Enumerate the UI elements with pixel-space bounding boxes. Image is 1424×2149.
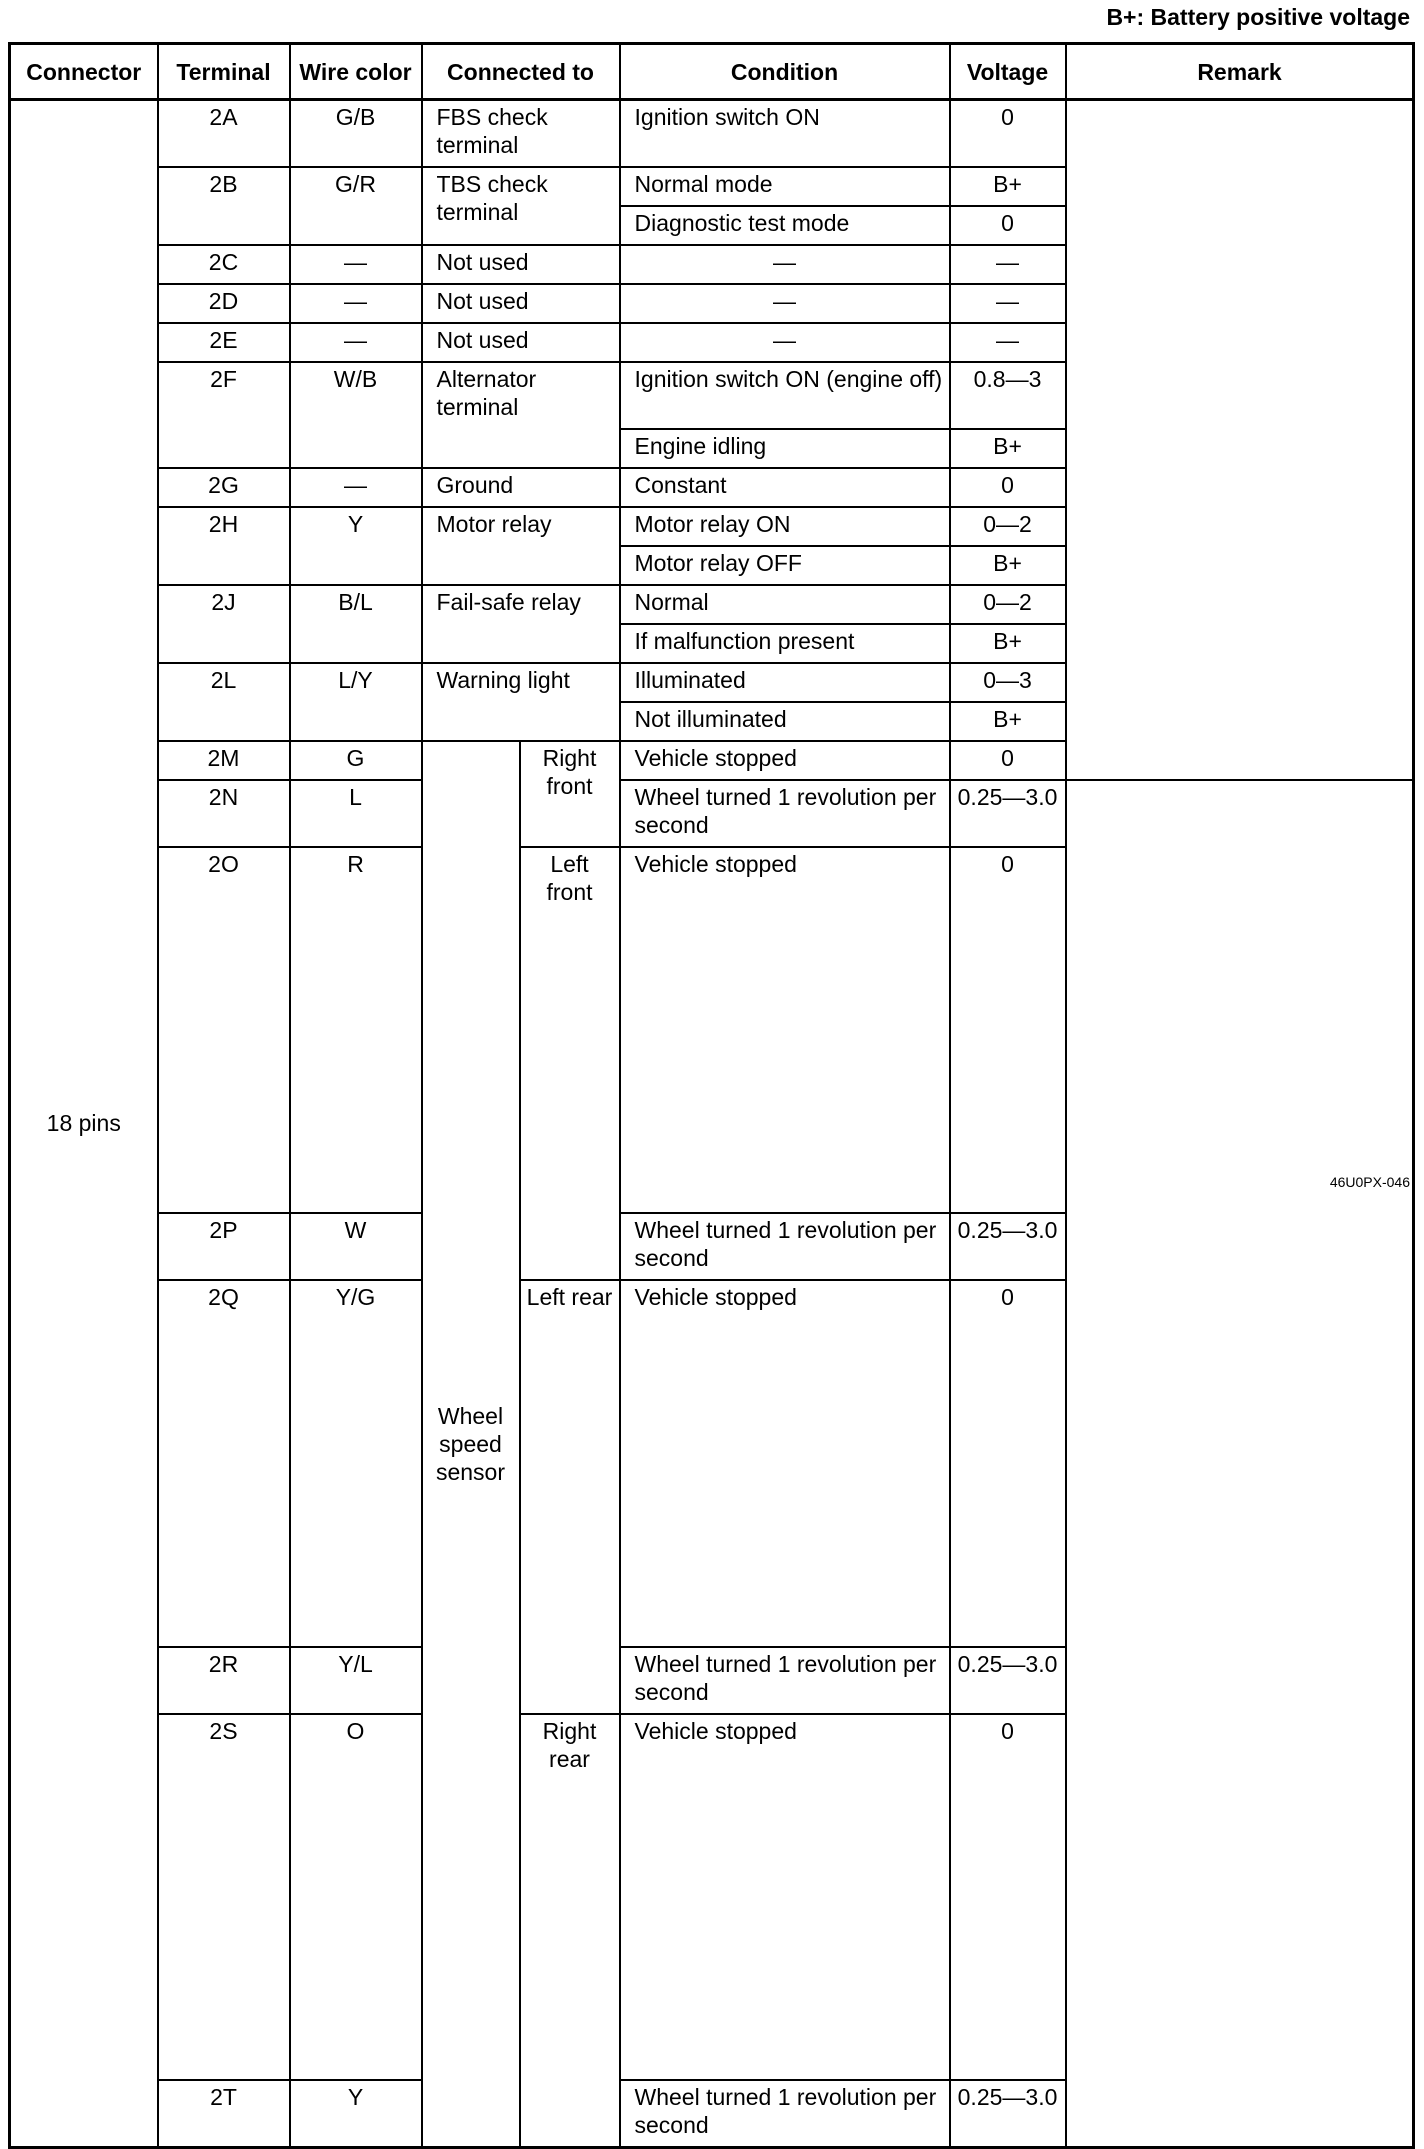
terminal-cell: 2L — [158, 663, 290, 741]
condition-cell: Vehicle stopped — [620, 741, 950, 780]
voltage-cell: 0.8—3 — [950, 362, 1066, 429]
wheel-position-cell: Right front — [520, 741, 620, 847]
condition-cell: Diagnostic test mode — [620, 206, 950, 245]
wire-color-cell: W/B — [290, 362, 422, 468]
wheel-position-cell: Right rear — [520, 1714, 620, 2148]
condition-cell: Wheel turned 1 revolution per second — [620, 1213, 950, 1280]
terminal-cell: 2S — [158, 1714, 290, 2081]
condition-cell: Wheel turned 1 revolution per second — [620, 780, 950, 847]
terminal-cell: 2T — [158, 2080, 290, 2147]
wire-color-cell: — — [290, 468, 422, 507]
condition-cell: If malfunction present — [620, 624, 950, 663]
condition-cell: Constant — [620, 468, 950, 507]
voltage-cell: 0.25—3.0 — [950, 1213, 1066, 1280]
header-row — [10, 44, 1414, 100]
table-row — [10, 1280, 1414, 1647]
wheel-position-cell: Left front — [520, 847, 620, 1281]
wire-color-cell: Y/L — [290, 1647, 422, 1714]
terminal-cell: 2N — [158, 780, 290, 847]
figure-reference: 46U0PX-046 — [1329, 1174, 1410, 1190]
voltage-cell: 0—3 — [950, 663, 1066, 702]
table-row — [10, 1213, 1414, 1280]
wire-color-cell: — — [290, 245, 422, 284]
voltage-cell: B+ — [950, 429, 1066, 468]
connected-to-cell: FBS check terminal — [422, 100, 620, 167]
voltage-cell: 0—2 — [950, 585, 1066, 624]
condition-cell: Vehicle stopped — [620, 1714, 950, 2081]
voltage-cell: 0.25—3.0 — [950, 2080, 1066, 2147]
header-terminal: Terminal — [158, 44, 290, 100]
wire-color-cell: R — [290, 847, 422, 1214]
terminal-cell: 2P — [158, 1213, 290, 1280]
voltage-cell: 0 — [950, 468, 1066, 507]
header-remark: Remark — [1066, 44, 1414, 100]
connected-to-cell: TBS check terminal — [422, 167, 620, 245]
wire-color-cell: G — [290, 741, 422, 780]
terminal-cell: 2O — [158, 847, 290, 1214]
voltage-cell: 0 — [950, 741, 1066, 780]
connector-cell: 18 pins — [10, 100, 158, 2148]
wire-color-cell: B/L — [290, 585, 422, 663]
terminal-cell: 2E — [158, 323, 290, 362]
wire-color-cell: Y — [290, 507, 422, 585]
condition-cell: — — [620, 284, 950, 323]
connected-to-cell: Not used — [422, 323, 620, 362]
condition-cell: Vehicle stopped — [620, 1280, 950, 1647]
terminal-cell: 2G — [158, 468, 290, 507]
wire-color-cell: L — [290, 780, 422, 847]
terminal-cell: 2F — [158, 362, 290, 468]
voltage-cell: 0 — [950, 1714, 1066, 2081]
connected-to-cell: Not used — [422, 245, 620, 284]
terminal-cell: 2D — [158, 284, 290, 323]
terminal-cell: 2A — [158, 100, 290, 167]
voltage-cell: B+ — [950, 546, 1066, 585]
wire-color-cell: Y — [290, 2080, 422, 2147]
voltage-cell: B+ — [950, 624, 1066, 663]
voltage-cell: 0.25—3.0 — [950, 780, 1066, 847]
condition-cell: Motor relay ON — [620, 507, 950, 546]
wire-color-cell: G/R — [290, 167, 422, 245]
condition-cell: Normal — [620, 585, 950, 624]
wire-color-cell: W — [290, 1213, 422, 1280]
terminal-cell: 2M — [158, 741, 290, 780]
terminal-cell: 2C — [158, 245, 290, 284]
terminal-cell: 2B — [158, 167, 290, 245]
condition-cell: Illuminated — [620, 663, 950, 702]
condition-cell: Wheel turned 1 revolution per second — [620, 2080, 950, 2147]
wire-color-cell: — — [290, 323, 422, 362]
voltage-cell: — — [950, 284, 1066, 323]
header-connector: Connector — [10, 44, 158, 100]
terminal-cell: 2J — [158, 585, 290, 663]
wire-color-cell: — — [290, 284, 422, 323]
table-row — [10, 847, 1414, 1214]
connected-to-cell: Alternator terminal — [422, 362, 620, 468]
condition-cell: Wheel turned 1 revolution per second — [620, 1647, 950, 1714]
table-row — [10, 100, 1414, 167]
wheel-speed-sensor-cell: Wheel speed sensor — [422, 741, 520, 2148]
condition-cell: — — [620, 323, 950, 362]
header-voltage: Voltage — [950, 44, 1066, 100]
connected-to-cell: Not used — [422, 284, 620, 323]
wire-color-cell: Y/G — [290, 1280, 422, 1647]
connected-to-cell: Fail-safe relay — [422, 585, 620, 663]
remark-empty-cell — [1066, 100, 1414, 780]
voltage-cell: B+ — [950, 702, 1066, 741]
voltage-cell: 0—2 — [950, 507, 1066, 546]
condition-cell: Not illuminated — [620, 702, 950, 741]
wire-color-cell: L/Y — [290, 663, 422, 741]
header-connected-to: Connected to — [422, 44, 620, 100]
voltage-cell: 0.25—3.0 — [950, 1647, 1066, 1714]
connected-to-cell: Warning light — [422, 663, 620, 741]
condition-cell: Normal mode — [620, 167, 950, 206]
condition-cell: Vehicle stopped — [620, 847, 950, 1214]
table-row — [10, 1714, 1414, 2081]
battery-voltage-legend: B+: Battery positive voltage — [1106, 4, 1410, 30]
connected-to-cell: Ground — [422, 468, 620, 507]
voltage-cell: — — [950, 245, 1066, 284]
voltage-cell: 0 — [950, 100, 1066, 167]
condition-cell: — — [620, 245, 950, 284]
condition-cell: Ignition switch ON — [620, 100, 950, 167]
wire-color-cell: G/B — [290, 100, 422, 167]
wheel-position-cell: Left rear — [520, 1280, 620, 1714]
connected-to-cell: Motor relay — [422, 507, 620, 585]
terminal-cell: 2Q — [158, 1280, 290, 1647]
terminal-cell: 2H — [158, 507, 290, 585]
header-condition: Condition — [620, 44, 950, 100]
table-row — [10, 2080, 1414, 2147]
voltage-cell: B+ — [950, 167, 1066, 206]
condition-cell: Engine idling — [620, 429, 950, 468]
terminal-voltage-table — [8, 42, 1415, 2149]
voltage-cell: 0 — [950, 206, 1066, 245]
table-row — [10, 1647, 1414, 1714]
wire-color-cell: O — [290, 1714, 422, 2081]
voltage-cell: — — [950, 323, 1066, 362]
voltage-cell: 0 — [950, 847, 1066, 1214]
header-wire-color: Wire color — [290, 44, 422, 100]
condition-cell: Ignition switch ON (engine off) — [620, 362, 950, 429]
terminal-cell: 2R — [158, 1647, 290, 1714]
voltage-cell: 0 — [950, 1280, 1066, 1647]
table-row — [10, 780, 1414, 847]
condition-cell: Motor relay OFF — [620, 546, 950, 585]
